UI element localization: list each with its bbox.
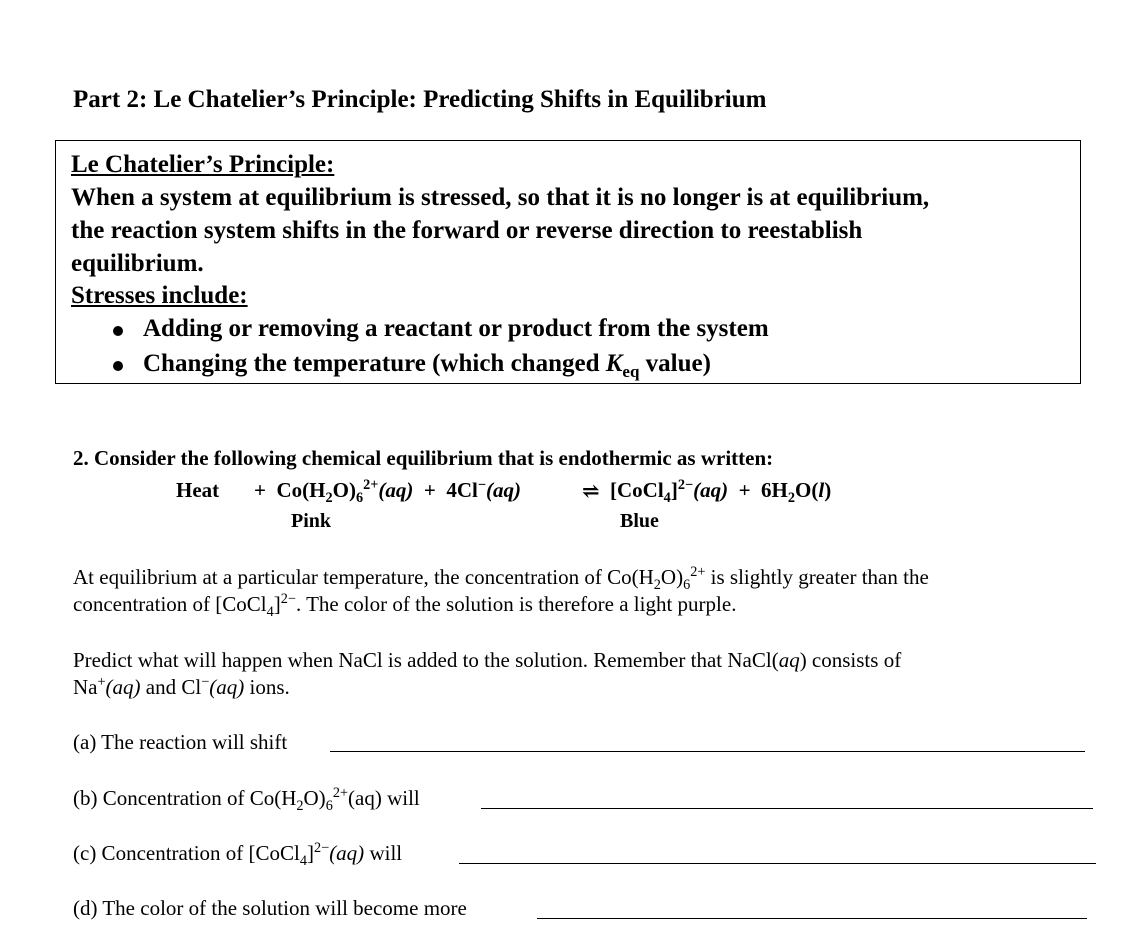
- question-prompt: 2. Consider the following chemical equilibrium that is endothermic as written:: [73, 446, 774, 470]
- predict-line-2: Na+(aq) and Cl−(aq) ions.: [73, 674, 290, 699]
- definition-line-1: When a system at equilibrium is stressed, so that it is no longer is at equilibrium,: [71, 184, 930, 211]
- equation-heat: Heat: [176, 478, 220, 502]
- bullet-reactant-product: Adding or removing a reactant or product from the system: [143, 315, 769, 342]
- answer-line-d[interactable]: [537, 918, 1087, 919]
- answer-line-c[interactable]: [459, 863, 1096, 864]
- part-c-label: (c) Concentration of [CoCl$_4$]$^{2-}$(aq) will: [73, 840, 403, 870]
- part-a-label: (a) The reaction will shift: [73, 730, 288, 754]
- equation-products: [CoCl$_4$]$^{2-}$(aq) + $6H_2O(l)$: [610, 477, 832, 507]
- color-label-blue: Blue: [620, 510, 659, 532]
- equilibrium-arrow-icon: ⇌: [582, 479, 600, 503]
- part-b-label: (b) Concentration of $Co(H_2O)_6^{2+}(aq)$ will: [73, 785, 420, 815]
- bullet-temperature: Changing the temperature (which changed $K_{eq}$ value): [143, 350, 711, 381]
- principle-heading: Le Chatelier’s Principle:: [71, 151, 335, 178]
- context-line-1: At equilibrium at a particular temperature, the concentration of $Co(H_2O)_6^{2+}$ is slightly greater than the: [73, 564, 929, 594]
- equation-reactants: + $Co(H_2O)_6^{2+}(aq) + 4Cl^-(aq)$: [254, 477, 521, 507]
- predict-line-1: Predict what will happen when NaCl is added to the solution. Remember that NaCl(aq) consists of: [73, 648, 902, 672]
- principle-box: [55, 140, 1081, 384]
- answer-line-b[interactable]: [481, 808, 1093, 809]
- bullet-icon: [113, 361, 123, 371]
- stresses-heading: Stresses include:: [71, 282, 248, 309]
- context-line-2: concentration of [CoCl$_4$]$^{2-}$. The color of the solution is therefore a light purple.: [73, 591, 737, 621]
- keq-symbol: K: [605, 350, 623, 377]
- answer-line-a[interactable]: [330, 751, 1085, 752]
- page-title: Part 2: Le Chatelier’s Principle: Predicting Shifts in Equilibrium: [73, 86, 767, 113]
- bullet-icon: [113, 326, 123, 336]
- part-d-label: (d) The color of the solution will become more: [73, 896, 467, 920]
- definition-line-3: equilibrium.: [71, 250, 204, 277]
- color-label-pink: Pink: [291, 510, 332, 532]
- definition-line-2: the reaction system shifts in the forward or reverse direction to reestablish: [71, 217, 863, 244]
